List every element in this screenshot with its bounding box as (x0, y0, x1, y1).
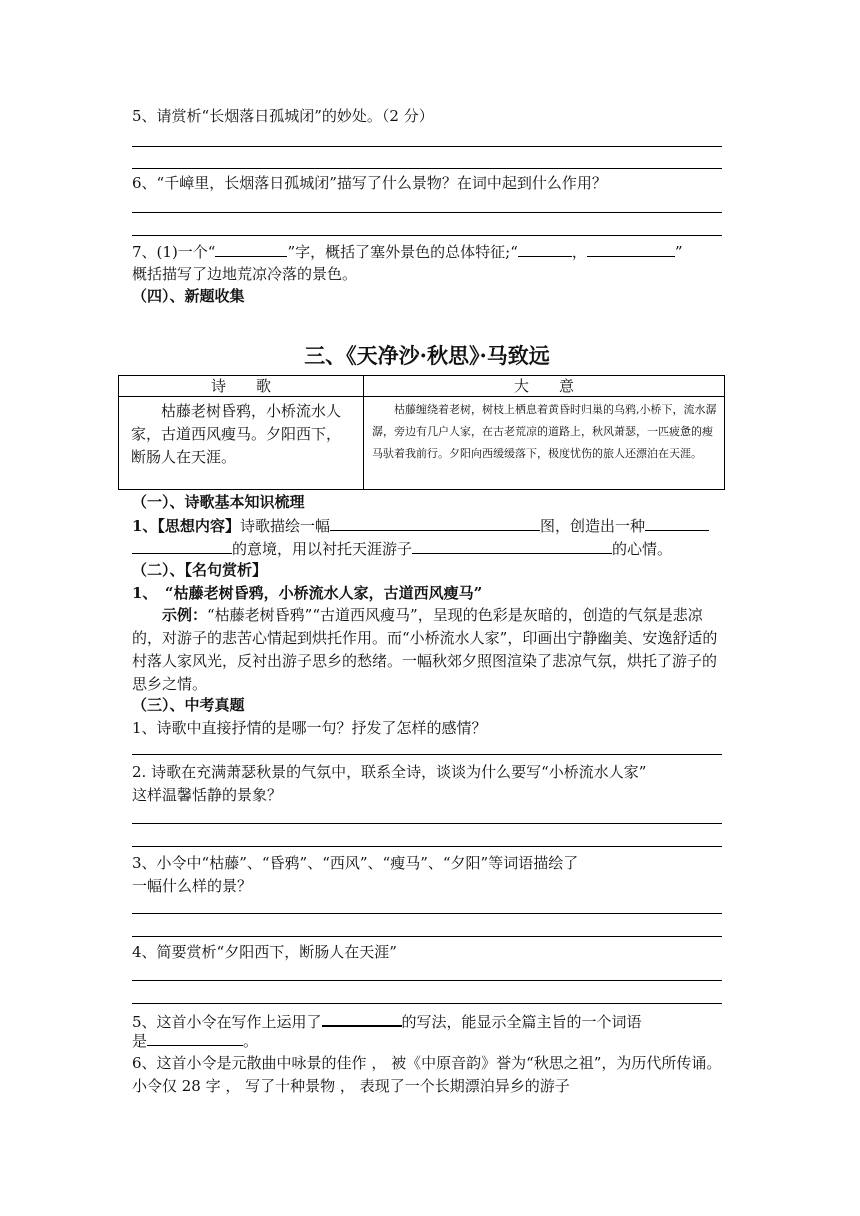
answer-line[interactable] (132, 212, 722, 213)
poem-table (118, 375, 725, 490)
question-6-top: 6、“千嶂里，长烟落日孤城闭”描写了什么景物？在词中起到什么作用？ (132, 174, 607, 192)
s2-famous-line: 1、 “枯藤老树昏鸦，小桥流水人家，古道西风瘦马” (132, 584, 483, 602)
fill-blank[interactable] (322, 1010, 402, 1027)
section-1-heading: （一）、诗歌基本知识梳理 (132, 493, 305, 511)
answer-line[interactable] (132, 754, 722, 755)
answer-line[interactable] (132, 846, 722, 847)
s3-q5-part2: 的写法，能显示全篇主旨的一个词语 (401, 1013, 642, 1031)
fill-blank[interactable] (215, 241, 287, 257)
s3-question-3: 3、小令中“枯藤”、“昏鸦”、“西风”、“瘦马”、“夕阳”等词语描绘了 (132, 854, 579, 872)
s3-question-2: 2. 诗歌在充满萧瑟秋景的气氛中，联系全诗，谈谈为什么要写“小桥流水人家” (132, 763, 647, 781)
answer-line[interactable] (132, 980, 722, 981)
answer-line[interactable] (132, 146, 722, 147)
answer-line[interactable] (132, 235, 722, 236)
s1-q1-part1: 诗歌描绘一幅 (239, 517, 330, 535)
s2-example (132, 604, 724, 696)
s3-question-6: 6、这首小令是元散曲中咏景的佳作 ， 被《中原音韵》誉为“秋思之祖”，为历代所传诵。小令仅 28 字 ， 写了十种景物 ， 表现了一个长期漂泊异乡的游子 (132, 1054, 722, 1095)
section-3-heading: （三）、中考真题 (132, 696, 245, 714)
fill-blank[interactable] (330, 515, 540, 531)
s3-question-3-line2: 一幅什么样的景？ (132, 877, 253, 895)
q7-end: ” (674, 243, 683, 261)
q7-mid: ”字，概括了塞外景色的总体特征;“ (287, 243, 518, 261)
answer-line[interactable] (132, 913, 722, 914)
answer-line[interactable] (132, 936, 722, 937)
q7-comma: ， (571, 243, 587, 261)
s3-question-5 (132, 1010, 642, 1032)
main-title: 三、《天净沙·秋思》·马致远 (304, 343, 550, 368)
s3-question-5-line2 (132, 1030, 258, 1051)
s1-q1-part4: 的心情。 (612, 540, 673, 558)
s2-example-label: 示例： (162, 606, 208, 624)
meaning-text: 枯藤缠绕着老树，树枝上栖息着黄昏时归巢的乌鸦,小桥下，流水潺潺，旁边有几户人家，在古老荒凉的道路上，秋风萧瑟，一匹疲惫的瘦马驮着我前行。夕阳向西缓缓落下，极度忧伤的旅人还漂泊在天涯。 (364, 397, 725, 490)
s1-q1-part3: 的意境，用以衬托天涯游子 (232, 540, 413, 558)
fill-blank[interactable] (132, 538, 232, 554)
section-4-heading: （四）、新题收集 (132, 287, 245, 305)
question-7 (132, 241, 683, 262)
poem-text: 枯藤老树昏鸦，小桥流水人家，古道西风瘦马。夕阳西下，断肠人在天涯。 (119, 397, 364, 490)
question-7-line2: 概括描写了边地荒凉冷落的景色。 (132, 265, 358, 283)
s3-q5-part1: 5、这首小令在写作上运用了 (132, 1013, 322, 1031)
s3-question-1: 1、诗歌中直接抒情的是哪一句？抒发了怎样的感情？ (132, 719, 487, 737)
s3-q5-line2-prefix: 是 (132, 1032, 148, 1050)
fill-blank[interactable] (147, 1030, 243, 1046)
s1-question-1-line2 (132, 538, 672, 559)
s2-example-text: “枯藤老树昏鸦”“古道西风瘦马”，呈现的色彩是灰暗的，创造的气氛是悲凉的，对游子的悲苦心情起到烘托作用。而“小桥流水人家”，印画出宁静幽美、安逸舒适的村落人家风光，反衬出游子思乡的愁绪。一幅秋郊夕照图渲染了悲凉气氛，烘托了游子的思乡之情。 (132, 606, 718, 693)
answer-line[interactable] (132, 823, 722, 824)
q7-prefix: 7、(1)一个“ (132, 243, 216, 261)
question-5-top: 5、请赏析“长烟落日孤城闭”的妙处。（2 分） (132, 107, 434, 125)
answer-line[interactable] (132, 1003, 722, 1004)
header-meaning: 大 意 (364, 376, 725, 397)
header-poem: 诗 歌 (119, 376, 364, 397)
section-2-heading: （二）、【名句赏析】 (132, 561, 268, 579)
s3-q5-line2-suffix: 。 (243, 1032, 259, 1050)
s1-q1-label: 1、【思想内容】 (132, 517, 240, 535)
s3-question-2-line2: 这样温馨恬静的景象？ (132, 786, 283, 804)
fill-blank[interactable] (412, 538, 612, 554)
fill-blank[interactable] (518, 241, 572, 257)
s1-question-1 (132, 515, 709, 536)
fill-blank[interactable] (587, 241, 675, 257)
answer-line[interactable] (132, 168, 722, 169)
fill-blank[interactable] (645, 515, 709, 531)
s1-q1-part2: 图，创造出一种 (539, 517, 645, 535)
s3-question-4: 4、简要赏析“夕阳西下，断肠人在天涯” (132, 943, 397, 961)
